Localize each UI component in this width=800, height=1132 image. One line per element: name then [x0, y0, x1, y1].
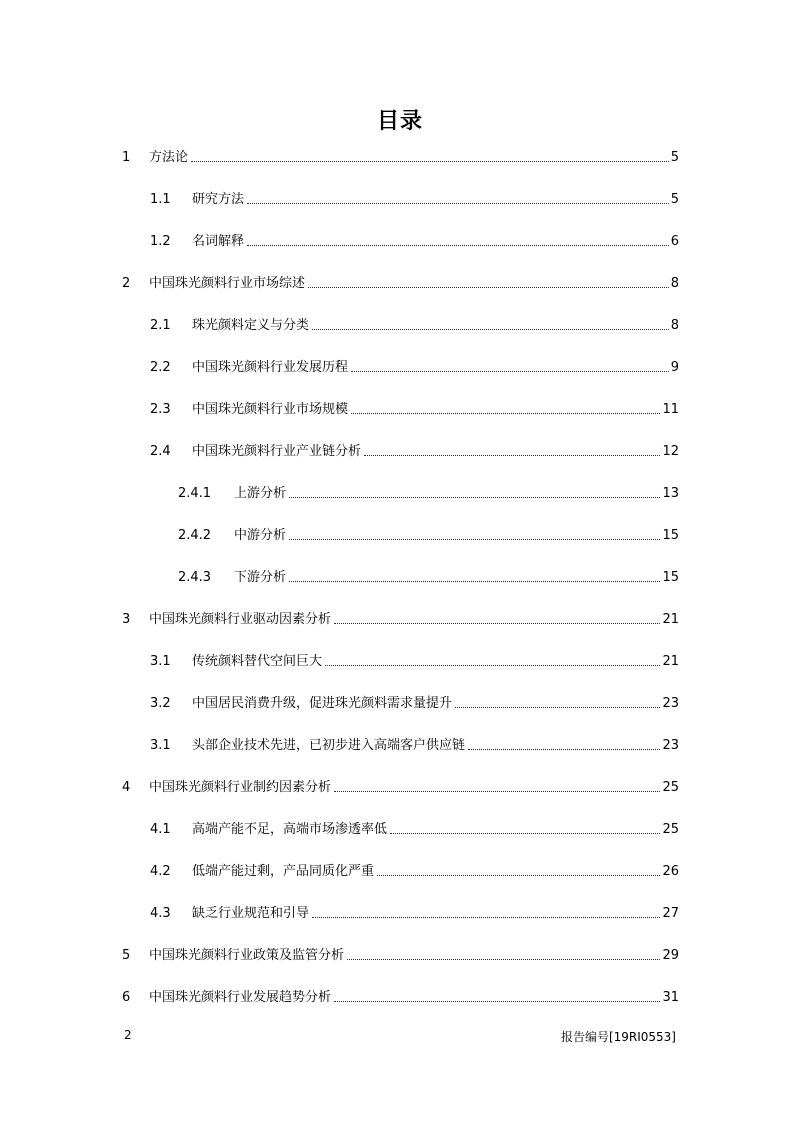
toc-entry-label: 中国居民消费升级，促进珠光颜料需求量提升	[192, 696, 453, 711]
toc-entry[interactable]	[150, 230, 679, 250]
toc-entry-number: 2.4	[150, 444, 171, 459]
toc-entry[interactable]	[150, 692, 679, 712]
toc-entry-number: 3.1	[150, 738, 171, 753]
dot-leader	[312, 328, 669, 330]
toc-entry-label: 中国珠光颜料行业发展历程	[192, 360, 349, 375]
dot-leader	[334, 1000, 660, 1002]
toc-entry[interactable]	[122, 608, 679, 628]
toc-entry-label: 头部企业技术先进，已初步进入高端客户供应链	[192, 738, 466, 753]
toc-entry-number: 1	[122, 150, 131, 165]
dot-leader	[334, 790, 660, 792]
toc-entry-label: 上游分析	[234, 486, 287, 501]
dot-leader	[247, 244, 669, 246]
toc-entry[interactable]	[122, 944, 679, 964]
toc-entry[interactable]	[150, 356, 679, 376]
toc-entry-label: 中国珠光颜料行业产业链分析	[192, 444, 362, 459]
dot-leader	[289, 496, 660, 498]
toc-entry-page: 13	[662, 486, 679, 501]
toc-entry-page: 23	[662, 738, 679, 753]
toc-entry-number: 1.2	[150, 234, 171, 249]
dot-leader	[312, 916, 660, 918]
toc-entry-number: 4	[122, 780, 131, 795]
toc-entry-page: 21	[662, 612, 679, 627]
toc-entry[interactable]	[178, 566, 679, 586]
toc-entry-label: 传统颜料替代空间巨大	[192, 654, 323, 669]
toc-entry-label: 中国珠光颜料行业市场规模	[192, 402, 349, 417]
toc-entry-label: 下游分析	[234, 570, 287, 585]
dot-leader	[191, 160, 669, 162]
toc-entry-label: 中国珠光颜料行业市场综述	[149, 276, 306, 291]
dot-leader	[351, 370, 669, 372]
footer-page-number: 2	[124, 1028, 132, 1042]
toc-entry-page: 6	[670, 234, 679, 249]
dot-leader	[325, 664, 660, 666]
dot-leader	[247, 202, 669, 204]
toc-entry-page: 5	[670, 192, 679, 207]
toc-entry[interactable]	[178, 482, 679, 502]
toc-entry-page: 11	[662, 402, 679, 417]
toc-entry-page: 15	[662, 528, 679, 543]
toc-entry-number: 3.1	[150, 654, 171, 669]
dot-leader	[334, 622, 660, 624]
dot-leader	[364, 454, 660, 456]
toc-entry-page: 12	[662, 444, 679, 459]
dot-leader	[390, 832, 660, 834]
toc-entry-page: 5	[670, 150, 679, 165]
dot-leader	[351, 412, 660, 414]
toc-entry[interactable]	[150, 440, 679, 460]
toc-entry-page: 8	[670, 276, 679, 291]
toc-entry-number: 2.4.1	[178, 486, 212, 501]
dot-leader	[468, 748, 660, 750]
toc-entry-page: 9	[670, 360, 679, 375]
toc-entry-number: 2.3	[150, 402, 171, 417]
toc-entry[interactable]	[150, 860, 679, 880]
toc-entry-label: 中国珠光颜料行业制约因素分析	[149, 780, 332, 795]
toc-entry-label: 中国珠光颜料行业发展趋势分析	[149, 990, 332, 1005]
toc-entry[interactable]	[150, 902, 679, 922]
toc-entry[interactable]	[122, 776, 679, 796]
toc-entry-label: 珠光颜料定义与分类	[192, 318, 310, 333]
toc-entry-page: 15	[662, 570, 679, 585]
toc-entry-page: 21	[662, 654, 679, 669]
dot-leader	[347, 958, 660, 960]
toc-entry-number: 3	[122, 612, 131, 627]
toc-entry-number: 4.3	[150, 906, 171, 921]
toc-entry[interactable]	[150, 650, 679, 670]
toc-entry-number: 2.4.3	[178, 570, 212, 585]
toc-entry-label: 名词解释	[192, 234, 245, 249]
toc-entry[interactable]	[150, 314, 679, 334]
toc-entry-label: 低端产能过剩，产品同质化严重	[192, 864, 375, 879]
toc-entry-number: 3.2	[150, 696, 171, 711]
toc-entry-label: 中游分析	[234, 528, 287, 543]
toc-entry[interactable]	[150, 734, 679, 754]
toc-entry-number: 1.1	[150, 192, 171, 207]
toc-entry[interactable]	[150, 818, 679, 838]
toc-entry-page: 25	[662, 780, 679, 795]
toc-entry-number: 2.1	[150, 318, 171, 333]
toc-entry-number: 2	[122, 276, 131, 291]
dot-leader	[289, 580, 660, 582]
dot-leader	[455, 706, 660, 708]
toc-entry-label: 研究方法	[192, 192, 245, 207]
toc-entry-number: 2.4.2	[178, 528, 212, 543]
toc-entry-label: 缺乏行业规范和引导	[192, 906, 310, 921]
toc-entry-number: 6	[122, 990, 131, 1005]
toc-entry-number: 4.1	[150, 822, 171, 837]
toc-entry[interactable]	[150, 188, 679, 208]
toc-entry-number: 4.2	[150, 864, 171, 879]
toc-entry[interactable]	[122, 986, 679, 1006]
toc-entry-page: 8	[670, 318, 679, 333]
footer-report-id: 报告编号[19RI0553]	[560, 1030, 676, 1044]
page-title: 目录	[376, 109, 423, 134]
toc-entry[interactable]	[178, 524, 679, 544]
toc-entry-page: 29	[662, 948, 679, 963]
toc-entry-page: 25	[662, 822, 679, 837]
toc-entry-number: 5	[122, 948, 131, 963]
toc-entry[interactable]	[122, 146, 679, 166]
toc-entry-label: 方法论	[149, 150, 189, 165]
toc-entry-page: 27	[662, 906, 679, 921]
toc-entry-number: 2.2	[150, 360, 171, 375]
toc-entry-page: 23	[662, 696, 679, 711]
toc-entry-label: 高端产能不足，高端市场渗透率低	[192, 822, 388, 837]
toc-entry[interactable]	[150, 398, 679, 418]
toc-entry-page: 26	[662, 864, 679, 879]
dot-leader	[377, 874, 660, 876]
toc-entry[interactable]	[122, 272, 679, 292]
toc-entry-label: 中国珠光颜料行业政策及监管分析	[149, 948, 345, 963]
toc-entry-page: 31	[662, 990, 679, 1005]
toc-entry-label: 中国珠光颜料行业驱动因素分析	[149, 612, 332, 627]
dot-leader	[289, 538, 660, 540]
dot-leader	[308, 286, 669, 288]
